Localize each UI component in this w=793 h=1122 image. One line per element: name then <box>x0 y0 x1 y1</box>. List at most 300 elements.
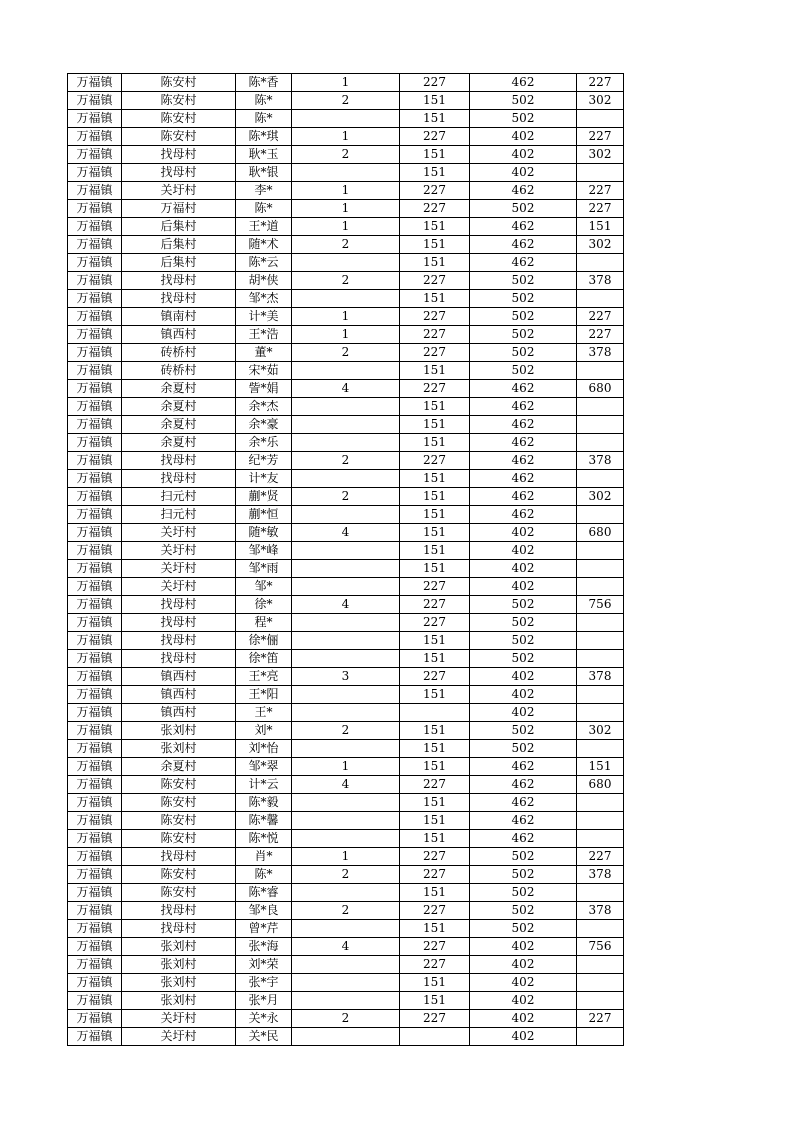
total-cell <box>577 740 624 758</box>
total-cell: 680 <box>577 776 624 794</box>
village-cell: 找母村 <box>122 848 236 866</box>
table-row <box>68 650 624 668</box>
table-row <box>68 722 624 740</box>
town-cell: 万福镇 <box>68 452 122 470</box>
household-count-cell: 2 <box>292 344 400 362</box>
amount-a-cell: 151 <box>400 884 470 902</box>
name-cell: 计*友 <box>236 470 292 488</box>
town-cell: 万福镇 <box>68 902 122 920</box>
name-cell: 余*豪 <box>236 416 292 434</box>
amount-a-cell <box>400 704 470 722</box>
village-cell: 陈安村 <box>122 794 236 812</box>
amount-b-cell: 502 <box>470 920 577 938</box>
amount-b-cell: 402 <box>470 704 577 722</box>
total-cell <box>577 884 624 902</box>
total-cell <box>577 362 624 380</box>
total-cell: 302 <box>577 488 624 506</box>
name-cell: 邹*翠 <box>236 758 292 776</box>
name-cell: 陈*睿 <box>236 884 292 902</box>
town-cell: 万福镇 <box>68 506 122 524</box>
town-cell: 万福镇 <box>68 614 122 632</box>
amount-b-cell: 402 <box>470 956 577 974</box>
table-row <box>68 596 624 614</box>
table-row <box>68 1028 624 1046</box>
table-row <box>68 794 624 812</box>
household-count-cell: 4 <box>292 776 400 794</box>
amount-b-cell: 502 <box>470 308 577 326</box>
amount-b-cell: 402 <box>470 992 577 1010</box>
total-cell: 302 <box>577 236 624 254</box>
village-cell: 陈安村 <box>122 128 236 146</box>
total-cell: 378 <box>577 344 624 362</box>
town-cell: 万福镇 <box>68 884 122 902</box>
town-cell: 万福镇 <box>68 920 122 938</box>
name-cell: 余*杰 <box>236 398 292 416</box>
table-row <box>68 542 624 560</box>
village-cell: 找母村 <box>122 272 236 290</box>
household-count-cell: 4 <box>292 938 400 956</box>
name-cell: 董* <box>236 344 292 362</box>
table-row <box>68 830 624 848</box>
amount-b-cell: 502 <box>470 326 577 344</box>
amount-b-cell: 502 <box>470 632 577 650</box>
table-row <box>68 488 624 506</box>
household-count-cell: 2 <box>292 146 400 164</box>
table-row <box>68 200 624 218</box>
table-row <box>68 254 624 272</box>
amount-a-cell: 227 <box>400 596 470 614</box>
amount-b-cell: 402 <box>470 974 577 992</box>
village-cell: 余夏村 <box>122 380 236 398</box>
total-cell: 227 <box>577 308 624 326</box>
amount-b-cell: 502 <box>470 866 577 884</box>
table-row <box>68 416 624 434</box>
table-row <box>68 110 624 128</box>
household-count-cell: 1 <box>292 200 400 218</box>
name-cell: 随*敏 <box>236 524 292 542</box>
name-cell: 关*民 <box>236 1028 292 1046</box>
name-cell: 陈*云 <box>236 254 292 272</box>
amount-b-cell: 462 <box>470 218 577 236</box>
amount-b-cell: 402 <box>470 542 577 560</box>
table-row <box>68 290 624 308</box>
amount-a-cell: 227 <box>400 1010 470 1028</box>
amount-a-cell: 227 <box>400 452 470 470</box>
table-row <box>68 470 624 488</box>
total-cell <box>577 650 624 668</box>
household-count-cell <box>292 614 400 632</box>
household-count-cell: 4 <box>292 380 400 398</box>
household-count-cell: 2 <box>292 488 400 506</box>
amount-a-cell: 227 <box>400 272 470 290</box>
total-cell <box>577 110 624 128</box>
household-count-cell <box>292 956 400 974</box>
town-cell: 万福镇 <box>68 992 122 1010</box>
name-cell: 陈* <box>236 866 292 884</box>
table-row <box>68 452 624 470</box>
village-cell: 关圩村 <box>122 524 236 542</box>
amount-b-cell: 402 <box>470 1010 577 1028</box>
household-count-cell: 2 <box>292 236 400 254</box>
table-row <box>68 272 624 290</box>
amount-a-cell: 151 <box>400 434 470 452</box>
amount-a-cell: 227 <box>400 614 470 632</box>
total-cell: 680 <box>577 380 624 398</box>
village-cell: 镇西村 <box>122 326 236 344</box>
amount-a-cell: 227 <box>400 344 470 362</box>
table-row <box>68 884 624 902</box>
amount-b-cell: 462 <box>470 254 577 272</box>
village-cell: 镇南村 <box>122 308 236 326</box>
village-cell: 张刘村 <box>122 974 236 992</box>
amount-b-cell: 462 <box>470 794 577 812</box>
name-cell: 张*月 <box>236 992 292 1010</box>
amount-b-cell: 502 <box>470 740 577 758</box>
amount-b-cell: 402 <box>470 524 577 542</box>
amount-a-cell: 227 <box>400 902 470 920</box>
amount-b-cell: 402 <box>470 560 577 578</box>
village-cell: 砖桥村 <box>122 344 236 362</box>
amount-b-cell: 402 <box>470 668 577 686</box>
town-cell: 万福镇 <box>68 686 122 704</box>
household-count-cell: 1 <box>292 326 400 344</box>
name-cell: 刘*怡 <box>236 740 292 758</box>
total-cell <box>577 812 624 830</box>
village-cell: 张刘村 <box>122 740 236 758</box>
amount-a-cell: 151 <box>400 488 470 506</box>
amount-b-cell: 402 <box>470 686 577 704</box>
amount-a-cell: 151 <box>400 920 470 938</box>
amount-b-cell: 502 <box>470 902 577 920</box>
amount-a-cell: 151 <box>400 110 470 128</box>
amount-b-cell: 402 <box>470 578 577 596</box>
village-cell: 找母村 <box>122 452 236 470</box>
amount-b-cell: 502 <box>470 92 577 110</box>
table-body <box>68 74 624 1046</box>
name-cell: 蒯*恒 <box>236 506 292 524</box>
total-cell: 151 <box>577 758 624 776</box>
amount-b-cell: 502 <box>470 344 577 362</box>
household-count-cell <box>292 812 400 830</box>
village-cell: 找母村 <box>122 596 236 614</box>
village-cell: 关圩村 <box>122 182 236 200</box>
total-cell <box>577 164 624 182</box>
town-cell: 万福镇 <box>68 308 122 326</box>
amount-b-cell: 462 <box>470 236 577 254</box>
amount-a-cell: 227 <box>400 308 470 326</box>
village-cell: 关圩村 <box>122 542 236 560</box>
household-count-cell <box>292 362 400 380</box>
village-cell: 陈安村 <box>122 866 236 884</box>
name-cell: 纪*芳 <box>236 452 292 470</box>
amount-a-cell: 227 <box>400 128 470 146</box>
amount-b-cell: 402 <box>470 164 577 182</box>
town-cell: 万福镇 <box>68 758 122 776</box>
town-cell: 万福镇 <box>68 740 122 758</box>
amount-b-cell: 462 <box>470 182 577 200</box>
town-cell: 万福镇 <box>68 776 122 794</box>
amount-a-cell: 151 <box>400 632 470 650</box>
table-row <box>68 848 624 866</box>
village-cell: 关圩村 <box>122 560 236 578</box>
amount-a-cell: 227 <box>400 956 470 974</box>
name-cell: 李* <box>236 182 292 200</box>
amount-a-cell: 151 <box>400 506 470 524</box>
table-row <box>68 776 624 794</box>
amount-a-cell: 151 <box>400 470 470 488</box>
name-cell: 耿*玉 <box>236 146 292 164</box>
amount-a-cell: 227 <box>400 74 470 92</box>
town-cell: 万福镇 <box>68 794 122 812</box>
name-cell: 王*阳 <box>236 686 292 704</box>
total-cell <box>577 974 624 992</box>
town-cell: 万福镇 <box>68 272 122 290</box>
household-count-cell <box>292 992 400 1010</box>
name-cell: 蒯*贤 <box>236 488 292 506</box>
amount-b-cell: 402 <box>470 128 577 146</box>
household-count-cell <box>292 974 400 992</box>
amount-b-cell: 502 <box>470 596 577 614</box>
amount-a-cell: 151 <box>400 830 470 848</box>
table-row <box>68 308 624 326</box>
household-count-cell: 1 <box>292 308 400 326</box>
household-count-cell: 2 <box>292 866 400 884</box>
household-count-cell <box>292 740 400 758</box>
total-cell <box>577 704 624 722</box>
total-cell: 227 <box>577 128 624 146</box>
village-cell: 镇西村 <box>122 704 236 722</box>
name-cell: 陈* <box>236 200 292 218</box>
total-cell: 756 <box>577 938 624 956</box>
village-cell: 张刘村 <box>122 956 236 974</box>
household-count-cell <box>292 650 400 668</box>
village-cell: 陈安村 <box>122 110 236 128</box>
town-cell: 万福镇 <box>68 344 122 362</box>
table-row <box>68 164 624 182</box>
town-cell: 万福镇 <box>68 398 122 416</box>
town-cell: 万福镇 <box>68 416 122 434</box>
amount-a-cell: 227 <box>400 200 470 218</box>
name-cell: 王*亮 <box>236 668 292 686</box>
table-row <box>68 920 624 938</box>
village-cell: 后集村 <box>122 254 236 272</box>
amount-a-cell: 227 <box>400 182 470 200</box>
town-cell: 万福镇 <box>68 182 122 200</box>
name-cell: 陈*毅 <box>236 794 292 812</box>
amount-a-cell: 151 <box>400 146 470 164</box>
name-cell: 计*云 <box>236 776 292 794</box>
town-cell: 万福镇 <box>68 236 122 254</box>
household-count-cell: 1 <box>292 182 400 200</box>
total-cell <box>577 1028 624 1046</box>
amount-a-cell: 151 <box>400 794 470 812</box>
total-cell <box>577 686 624 704</box>
town-cell: 万福镇 <box>68 560 122 578</box>
town-cell: 万福镇 <box>68 704 122 722</box>
amount-a-cell: 151 <box>400 524 470 542</box>
amount-b-cell: 462 <box>470 398 577 416</box>
town-cell: 万福镇 <box>68 524 122 542</box>
amount-b-cell: 502 <box>470 290 577 308</box>
table-row <box>68 128 624 146</box>
village-cell: 找母村 <box>122 470 236 488</box>
name-cell: 王*浩 <box>236 326 292 344</box>
amount-b-cell: 462 <box>470 488 577 506</box>
town-cell: 万福镇 <box>68 1010 122 1028</box>
amount-a-cell: 151 <box>400 740 470 758</box>
household-count-cell <box>292 110 400 128</box>
amount-b-cell: 502 <box>470 848 577 866</box>
total-cell <box>577 470 624 488</box>
amount-a-cell: 151 <box>400 254 470 272</box>
table-row <box>68 182 624 200</box>
total-cell <box>577 614 624 632</box>
table-row <box>68 812 624 830</box>
table-row <box>68 902 624 920</box>
town-cell: 万福镇 <box>68 254 122 272</box>
town-cell: 万福镇 <box>68 380 122 398</box>
table-row <box>68 956 624 974</box>
name-cell: 訾*娟 <box>236 380 292 398</box>
town-cell: 万福镇 <box>68 668 122 686</box>
name-cell: 徐*俪 <box>236 632 292 650</box>
amount-b-cell: 502 <box>470 722 577 740</box>
name-cell: 程* <box>236 614 292 632</box>
amount-b-cell: 462 <box>470 470 577 488</box>
amount-a-cell: 227 <box>400 380 470 398</box>
total-cell <box>577 578 624 596</box>
town-cell: 万福镇 <box>68 848 122 866</box>
amount-b-cell: 462 <box>470 434 577 452</box>
amount-a-cell: 151 <box>400 686 470 704</box>
name-cell: 随*术 <box>236 236 292 254</box>
household-count-cell <box>292 398 400 416</box>
name-cell: 刘* <box>236 722 292 740</box>
name-cell: 陈* <box>236 110 292 128</box>
household-count-cell: 1 <box>292 128 400 146</box>
household-count-cell <box>292 794 400 812</box>
total-cell: 227 <box>577 182 624 200</box>
table-row <box>68 704 624 722</box>
table-row <box>68 434 624 452</box>
table-row <box>68 686 624 704</box>
name-cell: 胡*侠 <box>236 272 292 290</box>
table-row <box>68 218 624 236</box>
village-cell: 陈安村 <box>122 74 236 92</box>
total-cell: 227 <box>577 74 624 92</box>
village-cell: 扫元村 <box>122 488 236 506</box>
name-cell: 邹*峰 <box>236 542 292 560</box>
village-cell: 陈安村 <box>122 812 236 830</box>
amount-a-cell: 227 <box>400 938 470 956</box>
village-cell: 砖桥村 <box>122 362 236 380</box>
name-cell: 张*海 <box>236 938 292 956</box>
name-cell: 邹* <box>236 578 292 596</box>
town-cell: 万福镇 <box>68 596 122 614</box>
village-cell: 扫元村 <box>122 506 236 524</box>
household-count-cell: 2 <box>292 452 400 470</box>
town-cell: 万福镇 <box>68 74 122 92</box>
total-cell <box>577 434 624 452</box>
name-cell: 徐* <box>236 596 292 614</box>
village-cell: 张刘村 <box>122 722 236 740</box>
amount-b-cell: 502 <box>470 614 577 632</box>
village-cell: 找母村 <box>122 164 236 182</box>
town-cell: 万福镇 <box>68 92 122 110</box>
town-cell: 万福镇 <box>68 1028 122 1046</box>
household-count-cell: 4 <box>292 596 400 614</box>
name-cell: 关*永 <box>236 1010 292 1028</box>
household-count-cell: 1 <box>292 848 400 866</box>
table-row <box>68 974 624 992</box>
amount-a-cell: 151 <box>400 236 470 254</box>
household-count-cell <box>292 290 400 308</box>
total-cell: 302 <box>577 722 624 740</box>
household-count-cell <box>292 416 400 434</box>
amount-a-cell: 151 <box>400 398 470 416</box>
amount-a-cell: 227 <box>400 668 470 686</box>
name-cell: 邹*雨 <box>236 560 292 578</box>
household-count-cell <box>292 164 400 182</box>
amount-b-cell: 402 <box>470 1028 577 1046</box>
town-cell: 万福镇 <box>68 974 122 992</box>
household-count-cell: 4 <box>292 524 400 542</box>
table-row <box>68 362 624 380</box>
village-cell: 找母村 <box>122 614 236 632</box>
spreadsheet-page <box>67 73 624 1046</box>
name-cell: 王*道 <box>236 218 292 236</box>
amount-a-cell: 227 <box>400 776 470 794</box>
amount-b-cell: 462 <box>470 776 577 794</box>
amount-a-cell: 151 <box>400 92 470 110</box>
household-count-cell: 2 <box>292 1010 400 1028</box>
total-cell: 302 <box>577 92 624 110</box>
amount-a-cell: 151 <box>400 218 470 236</box>
amount-a-cell: 227 <box>400 578 470 596</box>
amount-b-cell: 502 <box>470 362 577 380</box>
amount-b-cell: 462 <box>470 380 577 398</box>
village-cell: 余夏村 <box>122 416 236 434</box>
amount-a-cell: 151 <box>400 560 470 578</box>
household-count-cell: 2 <box>292 902 400 920</box>
amount-a-cell: 151 <box>400 164 470 182</box>
amount-b-cell: 502 <box>470 650 577 668</box>
name-cell: 陈*馨 <box>236 812 292 830</box>
town-cell: 万福镇 <box>68 488 122 506</box>
amount-b-cell: 462 <box>470 416 577 434</box>
town-cell: 万福镇 <box>68 812 122 830</box>
household-count-cell <box>292 884 400 902</box>
town-cell: 万福镇 <box>68 146 122 164</box>
town-cell: 万福镇 <box>68 866 122 884</box>
amount-b-cell: 502 <box>470 110 577 128</box>
household-count-cell <box>292 560 400 578</box>
total-cell: 227 <box>577 200 624 218</box>
amount-b-cell: 502 <box>470 200 577 218</box>
town-cell: 万福镇 <box>68 956 122 974</box>
village-cell: 找母村 <box>122 146 236 164</box>
table-row <box>68 236 624 254</box>
village-cell: 找母村 <box>122 650 236 668</box>
town-cell: 万福镇 <box>68 200 122 218</box>
amount-b-cell: 462 <box>470 452 577 470</box>
household-count-cell <box>292 1028 400 1046</box>
village-cell: 余夏村 <box>122 398 236 416</box>
village-cell: 找母村 <box>122 290 236 308</box>
total-cell <box>577 506 624 524</box>
name-cell: 陈* <box>236 92 292 110</box>
household-count-cell: 1 <box>292 218 400 236</box>
